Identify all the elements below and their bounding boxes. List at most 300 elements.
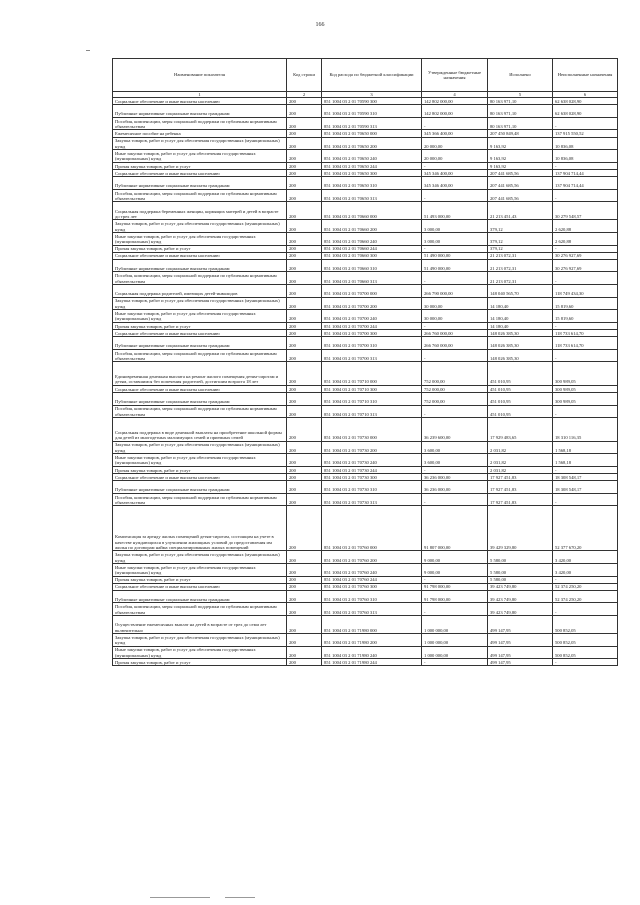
row-classification-code: 851 1004 03 2 01 71980 200 xyxy=(322,634,422,647)
table-row xyxy=(113,405,618,418)
row-classification-code: 851 1004 03 2 01 70760 200 xyxy=(322,551,422,564)
table-row xyxy=(113,563,618,576)
row-classification-code: 851 1004 03 2 01 70710 310 xyxy=(322,392,422,405)
row-approved-amount: 142 802 000,00 xyxy=(422,105,488,118)
row-unexecuted-amount: 52 374 250,20 xyxy=(553,590,618,603)
table-row xyxy=(113,177,618,190)
table-row xyxy=(113,493,618,506)
table-row xyxy=(113,150,618,163)
row-line-code: 200 xyxy=(287,202,322,220)
row-indicator-name: Прочая закупка товаров, работ и услуг xyxy=(113,466,287,473)
row-classification-code: 851 1004 03 2 01 70710 313 xyxy=(322,405,422,418)
row-line-code: 200 xyxy=(287,297,322,310)
row-line-code: 200 xyxy=(287,583,322,590)
footer-rule xyxy=(150,897,210,898)
row-executed-amount: 80 163 971,10 xyxy=(488,98,553,105)
row-line-code: 200 xyxy=(287,576,322,583)
table-row xyxy=(113,202,618,220)
row-line-code: 200 xyxy=(287,659,322,666)
row-indicator-name: Иные закупки товаров, работ и услуг для обеспечения государственных (муниципальных) нужд xyxy=(113,646,287,659)
row-executed-amount: 379,12 xyxy=(488,232,553,245)
column-number: 4 xyxy=(422,92,488,98)
row-line-code: 200 xyxy=(287,405,322,418)
table-row xyxy=(113,162,618,169)
row-approved-amount: 91 807 000,00 xyxy=(422,506,488,551)
table-row xyxy=(113,310,618,323)
row-executed-amount: 39 423 749,80 xyxy=(488,583,553,590)
budget-execution-table xyxy=(112,58,618,666)
row-classification-code: 851 1004 03 2 01 70730 000 xyxy=(322,418,422,441)
row-approved-amount: 36 236 000,00 xyxy=(422,481,488,494)
row-executed-amount: 14 180,40 xyxy=(488,297,553,310)
row-indicator-name: Социальное обеспечение и иные выплаты населению xyxy=(113,330,287,337)
row-line-code: 200 xyxy=(287,98,322,105)
row-line-code: 200 xyxy=(287,330,322,337)
row-unexecuted-amount: - xyxy=(553,493,618,506)
row-line-code: 200 xyxy=(287,162,322,169)
row-unexecuted-amount: 18 308 548,17 xyxy=(553,481,618,494)
row-approved-amount: 3 600,00 xyxy=(422,441,488,454)
row-line-code: 200 xyxy=(287,259,322,272)
row-line-code: 200 xyxy=(287,392,322,405)
table-row xyxy=(113,232,618,245)
row-approved-amount: 345 366 400,00 xyxy=(422,130,488,137)
row-classification-code: 851 1004 03 2 01 70650 200 xyxy=(322,137,422,150)
row-unexecuted-amount: 52 374 250,20 xyxy=(553,583,618,590)
row-line-code: 200 xyxy=(287,177,322,190)
row-indicator-name: Социальное обеспечение и иные выплаты населению xyxy=(113,473,287,480)
table-row xyxy=(113,105,618,118)
row-unexecuted-amount: 500 852,05 xyxy=(553,646,618,659)
table-row xyxy=(113,576,618,583)
table-row xyxy=(113,616,618,634)
row-classification-code: 851 1004 03 2 01 70700 300 xyxy=(322,330,422,337)
row-approved-amount: - xyxy=(422,272,488,285)
row-line-code: 200 xyxy=(287,634,322,647)
table-header-row xyxy=(113,59,618,92)
row-indicator-name: Пособия, компенсации, меры социальной поддержки по публичным нормативным обязательствам xyxy=(113,493,287,506)
row-indicator-name: Компенсация за аренду жилых помещений детям-сиротам, состоящим на учете в качестве нуждающихся в улучшении жилищных условий до предоставления им жилья по договорам найма специализированных жилых помещений xyxy=(113,506,287,551)
row-approved-amount: 9 000,00 xyxy=(422,551,488,564)
row-classification-code: 851 1004 03 2 01 70760 240 xyxy=(322,563,422,576)
row-executed-amount: 39 429 329,80 xyxy=(488,506,553,551)
row-classification-code: 851 1004 03 2 01 70660 240 xyxy=(322,232,422,245)
row-classification-code: 851 1004 03 2 01 70730 240 xyxy=(322,454,422,467)
row-unexecuted-amount: - xyxy=(553,322,618,329)
table-row xyxy=(113,98,618,105)
table-row xyxy=(113,481,618,494)
row-line-code: 200 xyxy=(287,232,322,245)
table-row xyxy=(113,259,618,272)
row-approved-amount: - xyxy=(422,493,488,506)
table-row xyxy=(113,220,618,233)
row-unexecuted-amount: 1 568,18 xyxy=(553,454,618,467)
column-number: 2 xyxy=(287,92,322,98)
row-line-code: 200 xyxy=(287,137,322,150)
table-row xyxy=(113,330,618,337)
row-classification-code: 851 1004 03 2 01 70590 310 xyxy=(322,105,422,118)
row-executed-amount: 379,12 xyxy=(488,245,553,252)
row-executed-amount: 451 010,95 xyxy=(488,405,553,418)
row-approved-amount: 20 000,00 xyxy=(422,150,488,163)
row-classification-code: 851 1004 03 2 01 71980 244 xyxy=(322,659,422,666)
row-line-code: 200 xyxy=(287,563,322,576)
row-executed-amount: 207 441 685,56 xyxy=(488,177,553,190)
row-executed-amount: 17 929 483,65 xyxy=(488,418,553,441)
table-row xyxy=(113,551,618,564)
row-indicator-name: Публичные нормативные социальные выплаты гражданам xyxy=(113,392,287,405)
table-row xyxy=(113,169,618,176)
row-indicator-name: Социальное обеспечение и иные выплаты населению xyxy=(113,98,287,105)
row-executed-amount: 21 213 451,43 xyxy=(488,202,553,220)
row-line-code: 200 xyxy=(287,310,322,323)
row-indicator-name: Осуществление ежемесячных выплат на детей в возрасте от трех до семи лет включительно xyxy=(113,616,287,634)
row-indicator-name: Прочая закупка товаров, работ и услуг xyxy=(113,245,287,252)
row-indicator-name: Социальная поддержка родителей, имеющих детей-инвалидов xyxy=(113,285,287,298)
row-unexecuted-amount: 30 276 927,69 xyxy=(553,259,618,272)
row-indicator-name: Пособия, компенсации, меры социальной поддержки по публичным нормативным обязательствам xyxy=(113,189,287,202)
row-classification-code: 851 1004 03 2 01 70660 310 xyxy=(322,259,422,272)
row-indicator-name: Закупка товаров, работ и услуг для обеспечения государственных (муниципальных) нужд xyxy=(113,551,287,564)
row-line-code: 200 xyxy=(287,481,322,494)
row-approved-amount: 752 000,00 xyxy=(422,385,488,392)
row-unexecuted-amount: 137 915 550,52 xyxy=(553,130,618,137)
row-approved-amount: - xyxy=(422,659,488,666)
row-line-code: 200 xyxy=(287,454,322,467)
row-executed-amount: 148 026 385,30 xyxy=(488,349,553,362)
row-approved-amount: - xyxy=(422,189,488,202)
row-unexecuted-amount: 2 620,88 xyxy=(553,232,618,245)
row-executed-amount: 207 441 685,56 xyxy=(488,189,553,202)
row-approved-amount: 3 000,00 xyxy=(422,232,488,245)
row-executed-amount: 21 213 072,31 xyxy=(488,259,553,272)
row-line-code: 200 xyxy=(287,603,322,616)
row-classification-code: 851 1004 03 2 01 70760 000 xyxy=(322,506,422,551)
row-approved-amount: 51 490 000,00 xyxy=(422,259,488,272)
row-unexecuted-amount: 118 733 614,70 xyxy=(553,330,618,337)
row-unexecuted-amount: - xyxy=(553,245,618,252)
footer-rule xyxy=(225,897,255,898)
row-line-code: 200 xyxy=(287,252,322,259)
row-indicator-name: Социальное обеспечение и иные выплаты населению xyxy=(113,169,287,176)
row-unexecuted-amount: - xyxy=(553,272,618,285)
row-unexecuted-amount: 3 420,00 xyxy=(553,563,618,576)
row-approved-amount: 36 239 600,00 xyxy=(422,418,488,441)
row-unexecuted-amount: 15 819,60 xyxy=(553,310,618,323)
row-executed-amount: 17 927 451,83 xyxy=(488,481,553,494)
row-line-code: 200 xyxy=(287,349,322,362)
row-approved-amount: 51 490 000,00 xyxy=(422,252,488,259)
row-classification-code: 851 1004 03 2 01 70660 313 xyxy=(322,272,422,285)
row-executed-amount: 17 927 451,83 xyxy=(488,493,553,506)
row-indicator-name: Прочая закупка товаров, работ и услуг xyxy=(113,322,287,329)
row-indicator-name: Социальная поддержка в виде денежной выплаты на приобретение школьной формы для детей из многодетных малоимущих семей и приемных семей xyxy=(113,418,287,441)
row-executed-amount: 451 010,95 xyxy=(488,362,553,385)
table-row xyxy=(113,349,618,362)
row-indicator-name: Пособия, компенсации, меры социальной поддержки по публичным нормативным обязательствам xyxy=(113,349,287,362)
row-executed-amount: 207 450 849,48 xyxy=(488,130,553,137)
table-row xyxy=(113,506,618,551)
row-executed-amount: 148 040 565,70 xyxy=(488,285,553,298)
row-classification-code: 851 1004 03 2 01 70760 244 xyxy=(322,576,422,583)
row-executed-amount: 2 031,82 xyxy=(488,441,553,454)
row-indicator-name: Прочая закупка товаров, работ и услуг xyxy=(113,659,287,666)
row-classification-code: 851 1004 03 2 01 70730 310 xyxy=(322,481,422,494)
row-approved-amount: 752 000,00 xyxy=(422,362,488,385)
row-line-code: 200 xyxy=(287,466,322,473)
table-row xyxy=(113,117,618,130)
row-classification-code: 851 1004 03 2 01 70730 313 xyxy=(322,493,422,506)
row-approved-amount: 1 000 000,00 xyxy=(422,634,488,647)
row-approved-amount: 20 000,00 xyxy=(422,137,488,150)
row-executed-amount: 14 180,40 xyxy=(488,322,553,329)
row-executed-amount: 379,12 xyxy=(488,220,553,233)
row-unexecuted-amount: 300 989,05 xyxy=(553,362,618,385)
row-line-code: 200 xyxy=(287,130,322,137)
row-executed-amount: 80 163 971,10 xyxy=(488,117,553,130)
row-executed-amount: 5 580,00 xyxy=(488,551,553,564)
row-approved-amount: 345 346 400,00 xyxy=(422,177,488,190)
row-classification-code: 851 1004 03 2 01 70590 313 xyxy=(322,117,422,130)
row-executed-amount: 14 180,40 xyxy=(488,310,553,323)
row-line-code: 200 xyxy=(287,551,322,564)
row-classification-code: 851 1004 03 2 01 70660 300 xyxy=(322,252,422,259)
row-unexecuted-amount: 137 904 714,44 xyxy=(553,177,618,190)
row-approved-amount: - xyxy=(422,245,488,252)
row-unexecuted-amount: 137 904 714,44 xyxy=(553,169,618,176)
table-row xyxy=(113,590,618,603)
table-row xyxy=(113,362,618,385)
row-line-code: 200 xyxy=(287,272,322,285)
row-line-code: 200 xyxy=(287,418,322,441)
row-line-code: 200 xyxy=(287,646,322,659)
margin-tick xyxy=(86,50,90,51)
row-line-code: 200 xyxy=(287,189,322,202)
header-executed: Исполнено xyxy=(488,59,553,92)
row-indicator-name: Иные закупки товаров, работ и услуг для обеспечения государственных (муниципальных) нужд xyxy=(113,150,287,163)
row-line-code: 200 xyxy=(287,245,322,252)
row-executed-amount: 499 147,95 xyxy=(488,634,553,647)
table-row xyxy=(113,322,618,329)
row-unexecuted-amount: 10 836,08 xyxy=(553,150,618,163)
table-row xyxy=(113,646,618,659)
column-number: 1 xyxy=(113,92,287,98)
table-row xyxy=(113,189,618,202)
row-classification-code: 851 1004 03 2 01 70700 200 xyxy=(322,297,422,310)
row-line-code: 200 xyxy=(287,362,322,385)
row-indicator-name: Публичные нормативные социальные выплаты гражданам xyxy=(113,177,287,190)
row-classification-code: 851 1004 03 2 01 70700 244 xyxy=(322,322,422,329)
column-number: 3 xyxy=(322,92,422,98)
row-line-code: 200 xyxy=(287,105,322,118)
row-classification-code: 851 1004 03 2 01 70730 300 xyxy=(322,473,422,480)
row-classification-code: 851 1004 03 2 01 71980 240 xyxy=(322,646,422,659)
row-unexecuted-amount: 500 852,05 xyxy=(553,634,618,647)
row-indicator-name: Пособия, компенсации, меры социальной поддержки по публичным нормативным обязательствам xyxy=(113,272,287,285)
row-unexecuted-amount: 15 819,60 xyxy=(553,297,618,310)
row-unexecuted-amount: 300 989,05 xyxy=(553,385,618,392)
row-approved-amount: 345 346 400,00 xyxy=(422,169,488,176)
row-unexecuted-amount: - xyxy=(553,162,618,169)
table-row xyxy=(113,385,618,392)
row-approved-amount: - xyxy=(422,322,488,329)
row-classification-code: 851 1004 03 2 01 70700 313 xyxy=(322,349,422,362)
row-line-code: 200 xyxy=(287,590,322,603)
table-row xyxy=(113,454,618,467)
table-row xyxy=(113,272,618,285)
row-unexecuted-amount: 62 638 028,90 xyxy=(553,98,618,105)
row-classification-code: 851 1004 03 2 01 70760 300 xyxy=(322,583,422,590)
table-row xyxy=(113,392,618,405)
row-unexecuted-amount: 118 749 434,30 xyxy=(553,285,618,298)
row-indicator-name: Единовременная денежная выплата на ремонт жилого помещения детям-сиротам и детям, оставшимся без попечения родителей, достигшим возраста 18 лет xyxy=(113,362,287,385)
table-row xyxy=(113,583,618,590)
table-row xyxy=(113,418,618,441)
table-row xyxy=(113,337,618,350)
row-executed-amount: 499 147,95 xyxy=(488,659,553,666)
row-classification-code: 851 1004 03 2 01 70650 000 xyxy=(322,130,422,137)
row-approved-amount: 51 493 000,00 xyxy=(422,202,488,220)
row-approved-amount: 266 760 000,00 xyxy=(422,337,488,350)
row-classification-code: 851 1004 03 2 01 71980 000 xyxy=(322,616,422,634)
table-body xyxy=(113,98,618,666)
column-number: 6 xyxy=(553,92,618,98)
row-unexecuted-amount: - xyxy=(553,576,618,583)
row-approved-amount: 36 236 000,00 xyxy=(422,473,488,480)
row-classification-code: 851 1004 03 2 01 70700 310 xyxy=(322,337,422,350)
header-line-code: Код строки xyxy=(287,59,322,92)
row-line-code: 200 xyxy=(287,616,322,634)
row-indicator-name: Пособия, компенсации, меры социальной поддержки по публичным нормативным обязательствам xyxy=(113,405,287,418)
row-executed-amount: 148 026 385,30 xyxy=(488,330,553,337)
table-row xyxy=(113,285,618,298)
row-line-code: 200 xyxy=(287,473,322,480)
row-unexecuted-amount: - xyxy=(553,117,618,130)
row-indicator-name: Иные закупки товаров, работ и услуг для обеспечения государственных (муниципальных) нужд xyxy=(113,310,287,323)
row-classification-code: 851 1004 03 2 01 70650 313 xyxy=(322,189,422,202)
row-indicator-name: Прочая закупка товаров, работ и услуг xyxy=(113,576,287,583)
row-executed-amount: 499 147,95 xyxy=(488,616,553,634)
header-indicator-name: Наименование показателя xyxy=(113,59,287,92)
row-approved-amount: 91 798 000,00 xyxy=(422,590,488,603)
row-approved-amount: - xyxy=(422,466,488,473)
row-unexecuted-amount: 30 276 927,69 xyxy=(553,252,618,259)
row-executed-amount: 451 010,95 xyxy=(488,385,553,392)
row-executed-amount: 2 031,82 xyxy=(488,466,553,473)
row-indicator-name: Пособия, компенсации, меры социальной поддержки по публичным нормативным обязательствам xyxy=(113,603,287,616)
row-approved-amount: 3 000,00 xyxy=(422,220,488,233)
row-approved-amount: 266 790 000,00 xyxy=(422,285,488,298)
row-approved-amount: 9 000,00 xyxy=(422,563,488,576)
row-executed-amount: 9 163,92 xyxy=(488,137,553,150)
row-approved-amount: - xyxy=(422,576,488,583)
row-unexecuted-amount: - xyxy=(553,603,618,616)
table-row xyxy=(113,473,618,480)
row-unexecuted-amount: 10 836,08 xyxy=(553,137,618,150)
row-approved-amount: - xyxy=(422,603,488,616)
row-indicator-name: Закупка товаров, работ и услуг для обеспечения государственных (муниципальных) нужд xyxy=(113,441,287,454)
page-number: 166 xyxy=(315,22,325,28)
row-classification-code: 851 1004 03 2 01 70760 313 xyxy=(322,603,422,616)
table-row xyxy=(113,659,618,666)
row-unexecuted-amount: 2 620,88 xyxy=(553,220,618,233)
row-unexecuted-amount: - xyxy=(553,349,618,362)
row-line-code: 200 xyxy=(287,117,322,130)
row-unexecuted-amount: - xyxy=(553,405,618,418)
row-unexecuted-amount: 18 310 116,35 xyxy=(553,418,618,441)
row-approved-amount: 3 600,00 xyxy=(422,454,488,467)
row-approved-amount: 91 798 000,00 xyxy=(422,583,488,590)
row-indicator-name: Публичные нормативные социальные выплаты гражданам xyxy=(113,105,287,118)
row-line-code: 200 xyxy=(287,220,322,233)
row-executed-amount: 17 927 451,83 xyxy=(488,473,553,480)
row-classification-code: 851 1004 03 2 01 70700 240 xyxy=(322,310,422,323)
row-classification-code: 851 1004 03 2 01 70660 200 xyxy=(322,220,422,233)
row-indicator-name: Пособия, компенсации, меры социальной поддержки по публичным нормативным обязательствам xyxy=(113,117,287,130)
table-row xyxy=(113,441,618,454)
row-line-code: 200 xyxy=(287,337,322,350)
row-indicator-name: Прочая закупка товаров, работ и услуг xyxy=(113,162,287,169)
row-classification-code: 851 1004 03 2 01 70590 300 xyxy=(322,98,422,105)
row-unexecuted-amount: 52 377 670,20 xyxy=(553,506,618,551)
row-classification-code: 851 1004 03 2 01 70660 244 xyxy=(322,245,422,252)
row-executed-amount: 21 213 072,31 xyxy=(488,272,553,285)
row-classification-code: 851 1004 03 2 01 70650 300 xyxy=(322,169,422,176)
header-approved-appropriations: Утвержденные бюджетные назначения xyxy=(422,59,488,92)
row-executed-amount: 148 026 385,30 xyxy=(488,337,553,350)
table-row xyxy=(113,252,618,259)
row-unexecuted-amount: 18 308 548,17 xyxy=(553,473,618,480)
row-classification-code: 851 1004 03 2 01 70650 310 xyxy=(322,177,422,190)
table-row xyxy=(113,634,618,647)
row-line-code: 200 xyxy=(287,322,322,329)
row-executed-amount: 9 163,92 xyxy=(488,162,553,169)
row-executed-amount: 5 580,00 xyxy=(488,576,553,583)
row-unexecuted-amount: 300 989,05 xyxy=(553,392,618,405)
row-executed-amount: 207 441 685,56 xyxy=(488,169,553,176)
row-classification-code: 851 1004 03 2 01 70650 240 xyxy=(322,150,422,163)
row-approved-amount: - xyxy=(422,405,488,418)
row-unexecuted-amount: - xyxy=(553,189,618,202)
row-indicator-name: Публичные нормативные социальные выплаты гражданам xyxy=(113,481,287,494)
row-executed-amount: 5 580,00 xyxy=(488,563,553,576)
row-unexecuted-amount: - xyxy=(553,659,618,666)
table-row xyxy=(113,603,618,616)
row-unexecuted-amount: 3 420,00 xyxy=(553,551,618,564)
row-executed-amount: 9 163,92 xyxy=(488,150,553,163)
table-row xyxy=(113,130,618,137)
row-classification-code: 851 1004 03 2 01 70710 000 xyxy=(322,362,422,385)
row-classification-code: 851 1004 03 2 01 70730 244 xyxy=(322,466,422,473)
row-approved-amount: 1 000 000,00 xyxy=(422,646,488,659)
row-approved-amount: 266 760 000,00 xyxy=(422,330,488,337)
row-indicator-name: Публичные нормативные социальные выплаты гражданам xyxy=(113,590,287,603)
row-indicator-name: Публичные нормативные социальные выплаты гражданам xyxy=(113,259,287,272)
row-unexecuted-amount: 118 733 614,70 xyxy=(553,337,618,350)
row-unexecuted-amount: 500 852,05 xyxy=(553,616,618,634)
row-line-code: 200 xyxy=(287,285,322,298)
row-indicator-name: Социальная поддержка беременных женщин, кормящих матерей и детей в возрасте до трех лет xyxy=(113,202,287,220)
row-classification-code: 851 1004 03 2 01 70650 244 xyxy=(322,162,422,169)
row-classification-code: 851 1004 03 2 01 70700 000 xyxy=(322,285,422,298)
row-unexecuted-amount: 30 279 548,57 xyxy=(553,202,618,220)
row-indicator-name: Иные закупки товаров, работ и услуг для обеспечения государственных (муниципальных) нужд xyxy=(113,454,287,467)
row-indicator-name: Закупка товаров, работ и услуг для обеспечения государственных (муниципальных) нужд xyxy=(113,297,287,310)
row-line-code: 200 xyxy=(287,150,322,163)
row-indicator-name: Закупка товаров, работ и услуг для обеспечения государственных (муниципальных) нужд xyxy=(113,137,287,150)
row-indicator-name: Ежемесячное пособие на ребенка xyxy=(113,130,287,137)
report-table-frame xyxy=(112,58,617,666)
